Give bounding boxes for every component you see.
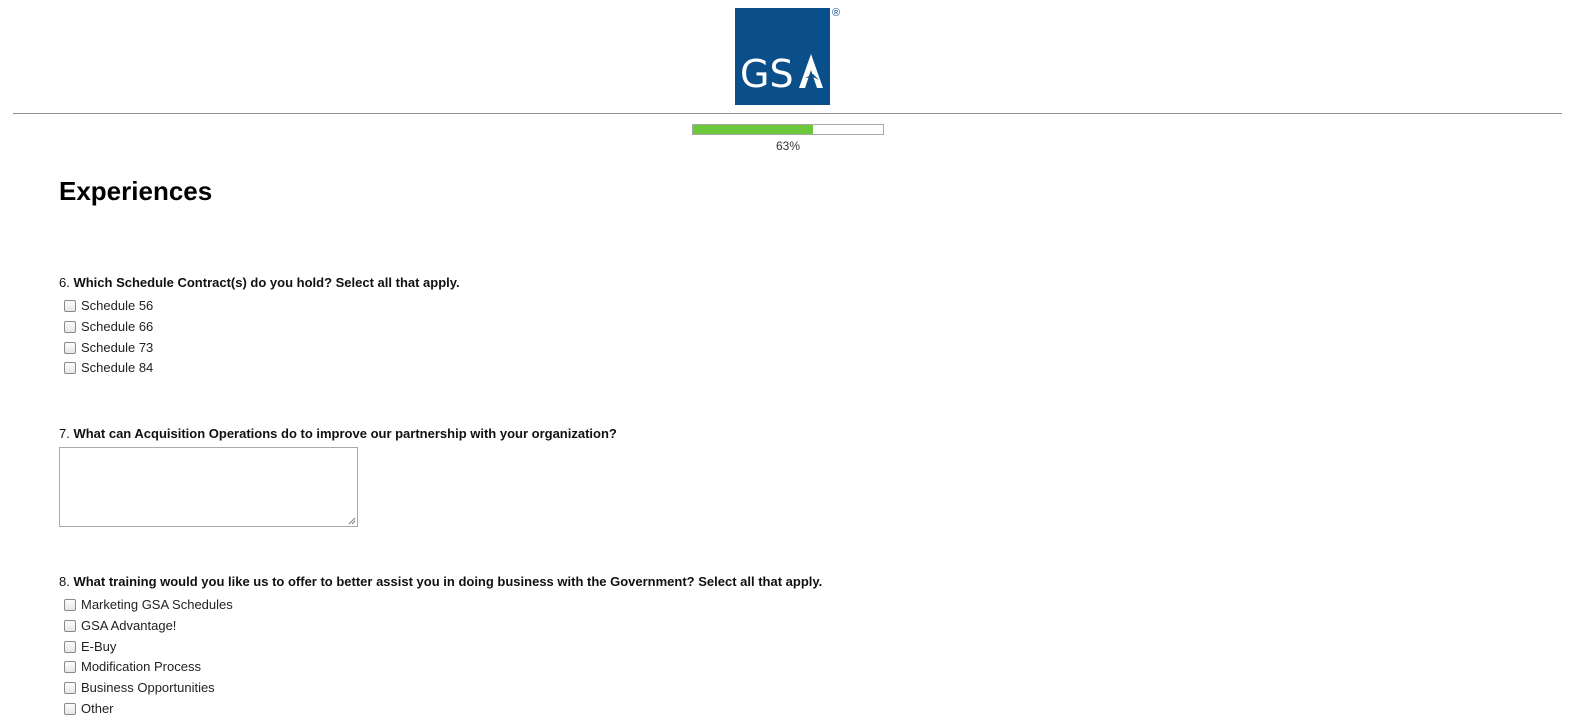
option-label[interactable]: Schedule 84 (81, 360, 154, 376)
question-6-number: 6. (59, 275, 70, 290)
page-title: Experiences (59, 176, 213, 206)
registered-mark: ® (832, 7, 841, 19)
option-schedule-84[interactable] (59, 358, 1059, 379)
progress-bar-fill (693, 125, 813, 134)
option-gsa-advantage[interactable] (59, 616, 1059, 637)
option-label[interactable]: Schedule 56 (81, 298, 154, 313)
checkbox-other[interactable] (64, 703, 76, 715)
checkbox-e-buy[interactable] (64, 641, 76, 653)
checkbox-business-opportunities[interactable] (64, 682, 76, 694)
question-7-text: What can Acquisition Operations do to improve our partnership with your organization? (73, 426, 617, 441)
question-7-number: 7. (59, 426, 70, 441)
question-6-label (59, 275, 1059, 291)
header-divider (13, 113, 1562, 114)
question-6-options (59, 296, 1059, 379)
checkbox-schedule-73[interactable] (64, 342, 76, 354)
progress-percent-label: 63% (775, 139, 801, 153)
option-label[interactable]: Modification Process (81, 659, 201, 675)
checkbox-schedule-66[interactable] (64, 321, 76, 333)
option-label[interactable]: Schedule 66 (81, 318, 154, 334)
question-8-number: 8. (59, 574, 70, 589)
option-schedule-73[interactable] (59, 338, 1059, 359)
question-7 (59, 426, 1059, 536)
question-7-label (59, 426, 1059, 442)
option-marketing-gsa-schedules[interactable] (59, 595, 1059, 616)
option-label[interactable]: Schedule 73 (81, 339, 154, 355)
option-schedule-56[interactable] (59, 296, 1059, 317)
gsa-logo-letters: GS (740, 52, 794, 96)
checkbox-schedule-56[interactable] (64, 300, 76, 312)
option-label[interactable]: Marketing GSA Schedules (81, 597, 233, 612)
option-business-opportunities[interactable] (59, 678, 1059, 699)
resize-grip-icon[interactable] (348, 517, 356, 525)
option-modification-process[interactable] (59, 657, 1059, 678)
question-6-text: Which Schedule Contract(s) do you hold? Select all that apply. (73, 275, 460, 290)
question-8-options (59, 595, 1059, 720)
question-8-label (59, 574, 1059, 590)
question-8-text: What training would you like us to offer to better assist you in doing business with the Government? Select all that apply. (73, 574, 823, 589)
option-label[interactable]: Business Opportunities (81, 680, 215, 696)
option-other[interactable] (59, 699, 1059, 720)
survey-header (0, 0, 1586, 114)
question-8 (59, 574, 1059, 720)
question-6 (59, 275, 1059, 379)
option-e-buy[interactable] (59, 637, 1059, 658)
progress-indicator (692, 124, 884, 164)
checkbox-modification-process[interactable] (64, 661, 76, 673)
checkbox-marketing-gsa-schedules[interactable] (64, 599, 76, 611)
option-label[interactable]: GSA Advantage! (81, 617, 177, 633)
gsa-logo (735, 8, 845, 105)
improvement-textarea[interactable] (59, 447, 358, 527)
option-label[interactable]: E-Buy (81, 638, 117, 654)
gsa-logo-mark (735, 8, 830, 105)
progress-bar-track (692, 124, 884, 135)
option-schedule-66[interactable] (59, 317, 1059, 338)
option-label[interactable]: Other (81, 700, 114, 716)
checkbox-gsa-advantage[interactable] (64, 620, 76, 632)
checkbox-schedule-84[interactable] (64, 362, 76, 374)
